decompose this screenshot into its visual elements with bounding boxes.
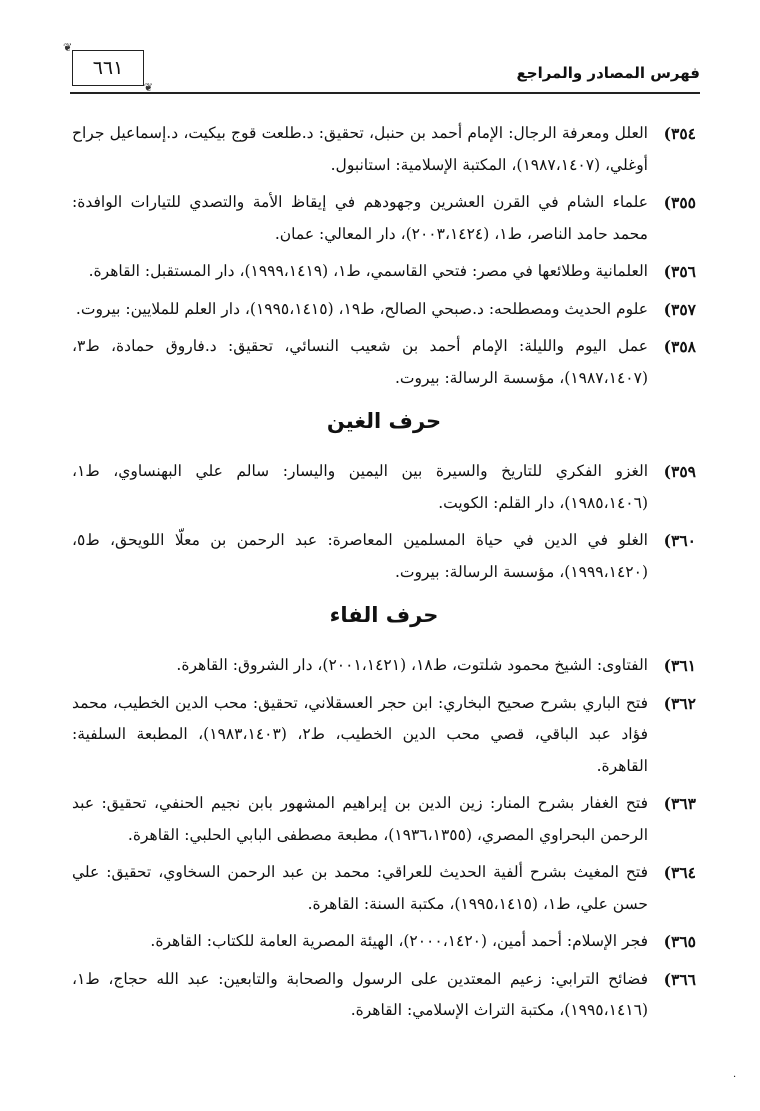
entry-text: فتح المغيث بشرح ألفية الحديث للعراقي: محمد بن عبد الرحمن السخاوي، تحقيق: علي حسن علي، ط١، (١٩٩٥،١٤١٥)، مكتبة السنة: القاهرة. (72, 863, 648, 913)
list-item (72, 688, 696, 783)
entry-text: فجر الإسلام: أحمد أمين، (٢٠٠٠،١٤٢٠)، الهيئة المصرية العامة للكتاب: القاهرة. (150, 932, 648, 950)
entry-number: ٣٥٨) (663, 337, 696, 356)
section-heading: حرف الغين (326, 409, 442, 433)
header-rule (70, 92, 700, 94)
entry-text: العلل ومعرفة الرجال: الإمام أحمد بن حنبل، تحقيق: د.طلعت قوج بيكيت، د.إسماعيل جراح أوغلي، (١٩٨٧،١٤٠٧)، المكتبة الإسلامية: استانبول. (72, 124, 648, 174)
entry-number: ٣٥٧) (663, 299, 696, 319)
page-header (63, 41, 700, 94)
entry-number: ٣٥٦) (663, 262, 696, 281)
entry-text: عمل اليوم والليلة: الإمام أحمد بن شعيب النسائي، تحقيق: د.فاروق حمادة، ط٣، (١٩٨٧،١٤٠٧)، مؤسسة الرسالة: بيروت. (72, 337, 648, 387)
page-number: ٦٦١ (92, 57, 124, 79)
entry-text: الفتاوى: الشيخ محمود شلتوت، ط١٨، (٢٠٠١،١٤٢١)، دار الشروق: القاهرة. (176, 656, 648, 674)
entry-number: ٣٦٣) (663, 794, 696, 813)
list-item (72, 857, 696, 920)
list-item (72, 525, 696, 588)
ornament-icon: ❦ (63, 41, 73, 54)
entry-number: ٣٥٥) (663, 193, 696, 212)
list-item (72, 118, 696, 181)
list-item (72, 926, 696, 958)
entry-text: فتح الباري بشرح صحيح البخاري: ابن حجر العسقلاني، تحقيق: محب الدين الخطيب، محمد فؤاد عبد الباقي، قصي محب الدين الخطيب، ط٢، (١٩٨٣،١٤٠٣)، المطبعة السلفية: القاهرة. (72, 693, 648, 775)
section (72, 406, 696, 588)
entry-text: العلمانية وطلائعها في مصر: فتحي القاسمي، ط١، (١٩٩٩،١٤١٩)، دار المستقبل: القاهرة. (88, 262, 648, 280)
list-item (72, 650, 696, 682)
entry-number: ٣٥٤) (663, 124, 696, 143)
section (72, 118, 696, 394)
list-item (72, 294, 696, 326)
running-title: فهرس المصادر والمراجع (516, 64, 700, 82)
entry-number: ٣٥٩) (663, 462, 696, 481)
print-mark: · (733, 1072, 737, 1083)
list-item (72, 187, 696, 250)
entry-number: ٣٦٤) (663, 863, 696, 882)
entry-number: ٣٦٦) (663, 969, 696, 989)
page-number-box (63, 41, 153, 94)
list-item (72, 964, 696, 1027)
entry-text: علوم الحديث ومصطلحه: د.صبحي الصالح، ط١٩، (١٩٩٥،١٤١٥)، دار العلم للملايين: بيروت. (75, 299, 648, 318)
entry-text: فتح الغفار بشرح المنار: زين الدين بن إبراهيم المشهور بابن نجيم الحنفي، تحقيق: عبد الرحمن البحراوي المصري، (١٩٣٦،١٣٥٥)، مطبعة مصطفى البابي الحلبي: القاهرة. (72, 794, 648, 844)
entry-number: ٣٦٠) (663, 531, 696, 550)
entry-text: الغزو الفكري للتاريخ والسيرة بين اليمين واليسار: سالم علي البهنساوي، ط١، (١٩٨٥،١٤٠٦)، دار القلم: الكويت. (72, 462, 648, 512)
entry-text: فضائح الترابي: زعيم المعتدين على الرسول والصحابة والتابعين: عبد الله حجاج، ط١، (١٩٩٥،١٤١٦)، مكتبة التراث الإسلامي: القاهرة. (72, 969, 648, 1019)
list-item (72, 331, 696, 394)
list-item (72, 256, 696, 288)
section (72, 600, 696, 1027)
ornament-icon: ❦ (143, 81, 153, 94)
list-item (72, 788, 696, 851)
section-heading: حرف الفاء (329, 603, 439, 627)
list-item (72, 456, 696, 519)
entry-text: علماء الشام في القرن العشرين وجهودهم في إيقاظ الأمة والتصدي للتيارات الوافدة: محمد حامد الناصر، ط١، (٢٠٠٣،١٤٢٤)، دار المعالي: عمان. (72, 193, 648, 243)
entry-number: ٣٦١) (663, 656, 696, 675)
bibliography-list (72, 118, 696, 1033)
entry-number: ٣٦٢) (663, 693, 696, 713)
entry-number: ٣٦٥) (663, 932, 696, 951)
entry-text: الغلو في الدين في حياة المسلمين المعاصرة: عبد الرحمن بن معلّا اللويحق، ط٥، (١٩٩٩،١٤٢٠)، مؤسسة الرسالة: بيروت. (72, 531, 648, 581)
